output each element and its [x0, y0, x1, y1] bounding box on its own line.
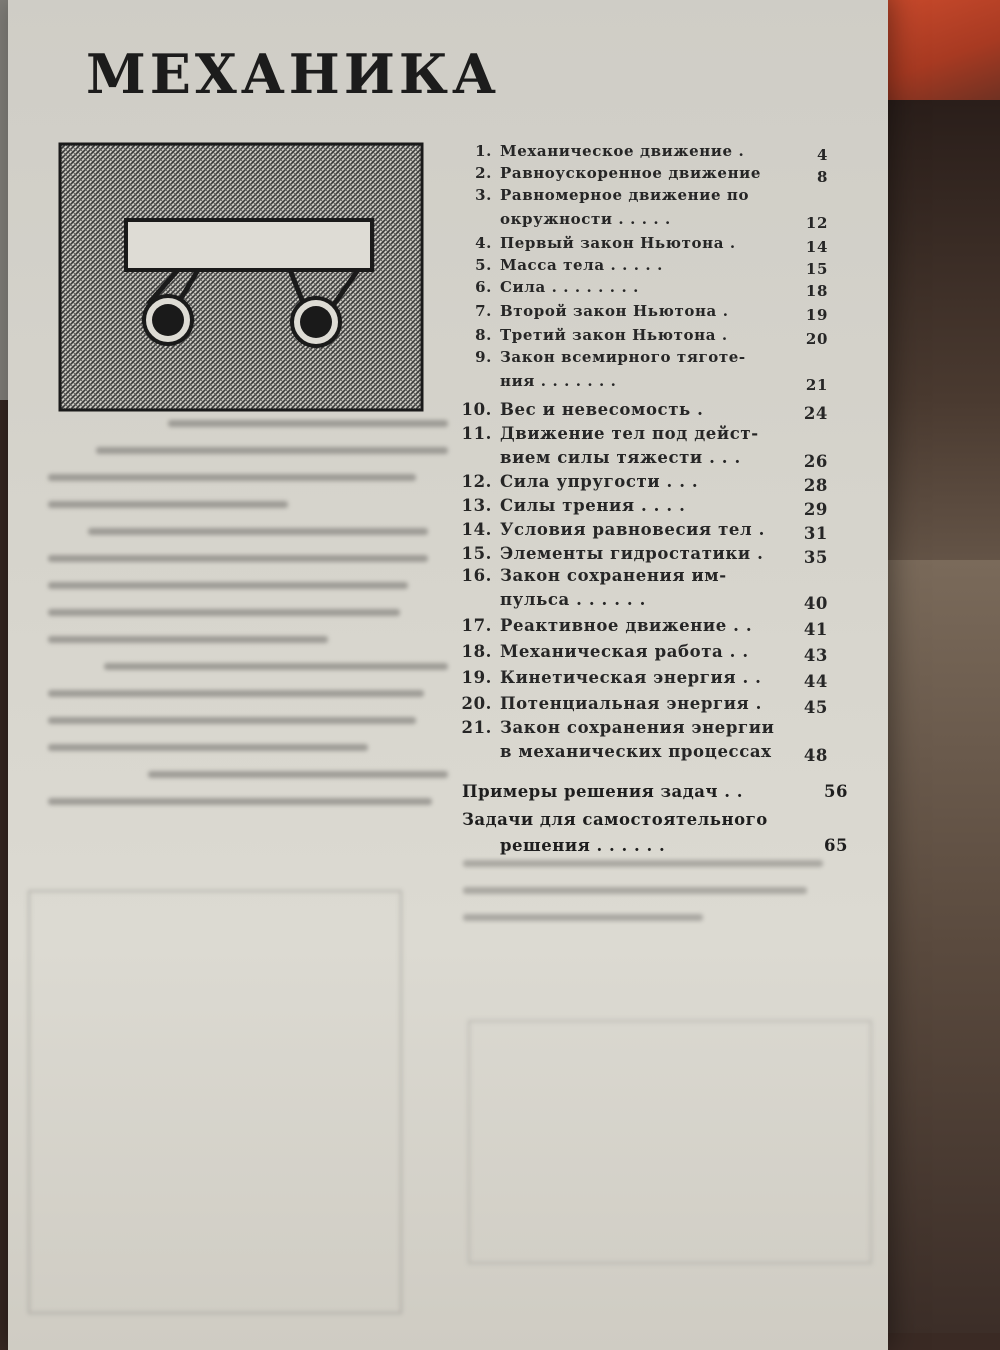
- blurred-figure-left: [28, 890, 402, 1314]
- toc-entry: [448, 348, 848, 396]
- toc-entry-page: 45: [803, 698, 828, 717]
- toc-entry-number: 13.: [461, 496, 492, 515]
- toc-entry: [448, 186, 848, 234]
- toc-entry-number: 20.: [461, 694, 492, 713]
- toc-section-title: Примеры решения задач . .: [462, 782, 743, 801]
- toc-entry: [448, 694, 848, 718]
- cart-illustration: [58, 142, 424, 412]
- toc-entry: [448, 142, 848, 166]
- toc-entry-number: 1.: [475, 142, 492, 160]
- toc-entry-title: Потенциальная энергия .: [500, 694, 763, 713]
- toc-entry-number: 11.: [461, 424, 492, 443]
- toc-entry-page: 31: [803, 524, 828, 543]
- toc-entry-page: 41: [803, 620, 828, 639]
- toc-entry-title: пульса . . . . . .: [500, 590, 646, 609]
- background-pillow: [880, 560, 1000, 1333]
- toc-entry-number: 21.: [461, 718, 492, 737]
- toc-entry-title: в механических процессах: [500, 742, 772, 761]
- toc-entry-title: Движение тел под дейст-: [500, 424, 759, 443]
- toc-entry: [448, 496, 848, 520]
- toc-entry-title: Закон сохранения энергии: [500, 718, 775, 737]
- toc-entry: [448, 164, 848, 188]
- toc-section-title: решения . . . . . .: [500, 836, 666, 855]
- toc-entry-title: Силы трения . . . .: [500, 496, 686, 515]
- toc-entry-title: Механическая работа . .: [500, 642, 749, 661]
- toc-entry-page: 24: [803, 404, 828, 423]
- toc-entry-number: 15.: [461, 544, 492, 563]
- toc-entry-page: 40: [803, 594, 828, 613]
- toc-entry-title: Сила упругости . . .: [500, 472, 699, 491]
- toc-entry-number: 6.: [475, 278, 492, 296]
- toc-entry-number: 5.: [475, 256, 492, 274]
- toc-entry-page: 8: [816, 168, 828, 186]
- toc-entry-page: 35: [803, 548, 828, 567]
- toc-entry-title: ния . . . . . . .: [500, 372, 617, 390]
- toc-section-page: 56: [824, 782, 848, 801]
- toc-entry: [448, 544, 848, 568]
- toc-entry-number: 7.: [475, 302, 492, 320]
- toc-entry-page: 12: [805, 214, 828, 232]
- toc-entry-title: Масса тела . . . . .: [500, 256, 663, 274]
- toc-entry-number: 18.: [461, 642, 492, 661]
- toc-entry-page: 18: [805, 282, 828, 300]
- toc-entry-number: 3.: [475, 186, 492, 204]
- toc-entry-number: 9.: [475, 348, 492, 366]
- toc-entry-page: 21: [805, 376, 828, 394]
- toc-entry-number: 12.: [461, 472, 492, 491]
- toc-entry-page: 14: [805, 238, 828, 256]
- toc-entry-title: Реактивное движение . .: [500, 616, 753, 635]
- toc-entry-number: 8.: [475, 326, 492, 344]
- toc-section-page: 65: [824, 836, 848, 855]
- toc-entry-page: 28: [803, 476, 828, 495]
- toc-entry-title: окружности . . . . .: [500, 210, 671, 228]
- toc-entry-page: 15: [805, 260, 828, 278]
- toc-entry-page: 20: [805, 330, 828, 348]
- toc-entry-title: Сила . . . . . . . .: [500, 278, 639, 296]
- book-page: [8, 0, 888, 1350]
- toc-entry-title: Закон сохранения им-: [500, 566, 727, 585]
- toc-entry-number: 2.: [475, 164, 492, 182]
- toc-entry-number: 10.: [461, 400, 492, 419]
- toc-entry-page: 29: [803, 500, 828, 519]
- toc-entry: [448, 642, 848, 666]
- toc-entry-title: Третий закон Ньютона .: [500, 326, 728, 344]
- toc-entry: [448, 472, 848, 496]
- toc-entry-title: Равноускоренное движение: [500, 164, 762, 182]
- toc-entry-page: 43: [803, 646, 828, 665]
- toc-entry: [448, 668, 848, 692]
- blurred-figure-right: [468, 1020, 872, 1264]
- toc-entry: [448, 302, 848, 326]
- toc-entry-page: 44: [803, 672, 828, 691]
- toc-entry-page: 19: [805, 306, 828, 324]
- toc-entry-number: 4.: [475, 234, 492, 252]
- toc-entry-title: Кинетическая энергия . .: [500, 668, 762, 687]
- toc-entry: [448, 278, 848, 302]
- toc-entry-number: 16.: [461, 566, 492, 585]
- toc-entry-page: 4: [816, 146, 828, 164]
- toc-entry-title: Первый закон Ньютона .: [500, 234, 736, 252]
- toc-entry: [448, 256, 848, 280]
- blurred-text-right: [463, 860, 863, 980]
- toc-entry-title: Равномерное движение по: [500, 186, 750, 204]
- toc-entry-title: Элементы гидростатики .: [500, 544, 764, 563]
- toc-section-title: Задачи для самостоятельного: [462, 810, 768, 829]
- toc-entry: [448, 424, 848, 472]
- background-shadow: [870, 100, 1000, 600]
- toc-entry-title: Механическое движение .: [500, 142, 745, 160]
- toc-entry-number: 17.: [461, 616, 492, 635]
- toc-entry-page: 26: [803, 452, 828, 471]
- toc-entry: [448, 566, 848, 614]
- toc-entry-title: Условия равновесия тел .: [500, 520, 765, 539]
- blurred-text-left: [48, 420, 448, 840]
- toc-entry: [448, 326, 848, 350]
- toc-entry-page: 48: [803, 746, 828, 765]
- toc-entry: [448, 400, 848, 424]
- toc-entry: [448, 520, 848, 544]
- page-title: МЕХАНИКА: [86, 42, 500, 106]
- toc-entry: [448, 616, 848, 640]
- toc-entry-title: вием силы тяжести . . .: [500, 448, 741, 467]
- toc-entry-number: 14.: [461, 520, 492, 539]
- toc-entry-title: Вес и невесомость .: [500, 400, 704, 419]
- toc-entry-title: Второй закон Ньютона .: [500, 302, 729, 320]
- toc-entry-title: Закон всемирного тяготе-: [500, 348, 746, 366]
- toc-entry-number: 19.: [461, 668, 492, 687]
- toc-entry: [448, 234, 848, 258]
- toc-entry: [448, 718, 848, 766]
